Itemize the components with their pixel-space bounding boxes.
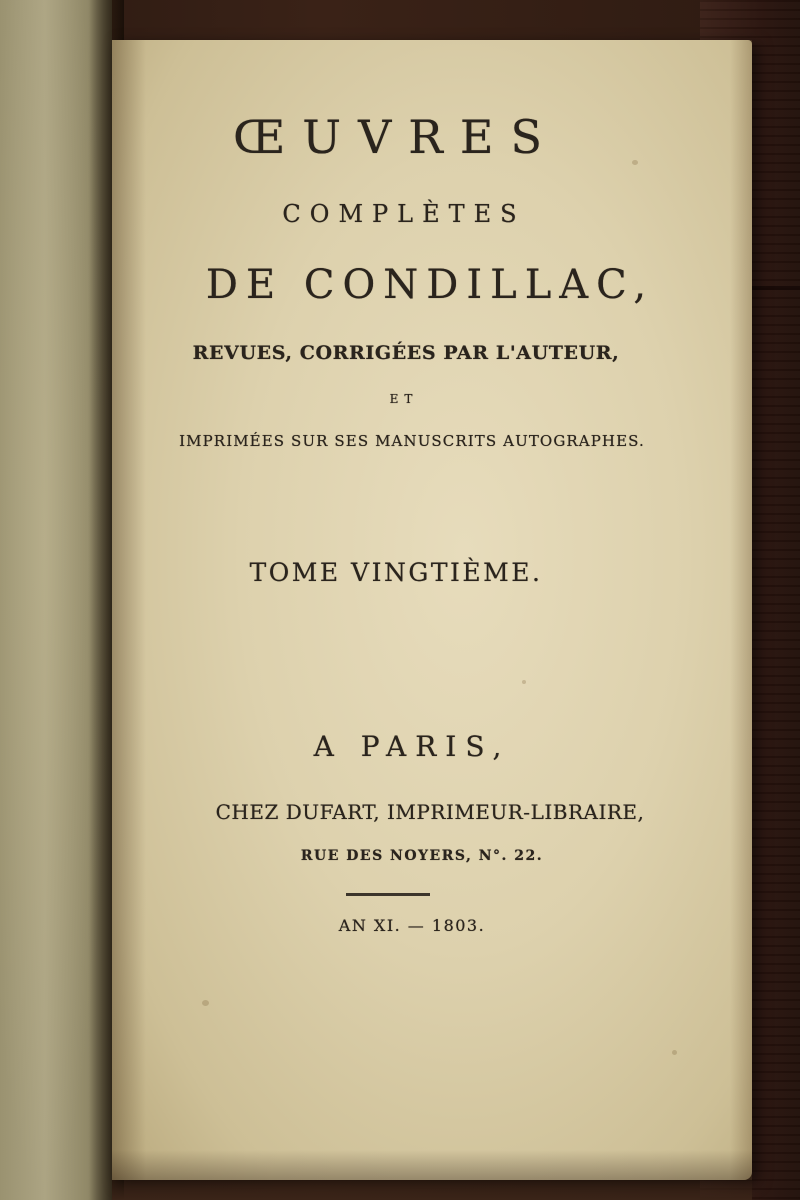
work-title: ŒUVRES [232,110,560,164]
title-page [112,40,752,1180]
page-bottom-shadow [112,1150,752,1200]
imprint-publisher: CHEZ DUFART, IMPRIMEUR-LIBRAIRE, [215,800,645,824]
table-gap [752,286,800,290]
imprint-date: AN XI. — 1803. [338,916,486,935]
imprint-address: RUE DES NOYERS, N°. 22. [300,848,544,864]
divider-rule [346,893,430,896]
conjunction-et: ET [389,392,419,406]
author-line: DE CONDILLAC, [205,262,655,308]
printing-note: IMPRIMÉES SUR SES MANUSCRITS AUTOGRAPHES. [179,432,645,450]
imprint-place: A PARIS, [313,730,511,763]
revision-note: REVUES, CORRIGÉES PAR L'AUTEUR, [192,342,620,364]
title-subline-completes: COMPLÈTES [282,200,526,228]
volume-label: TOME VINGTIÈME. [249,558,543,587]
